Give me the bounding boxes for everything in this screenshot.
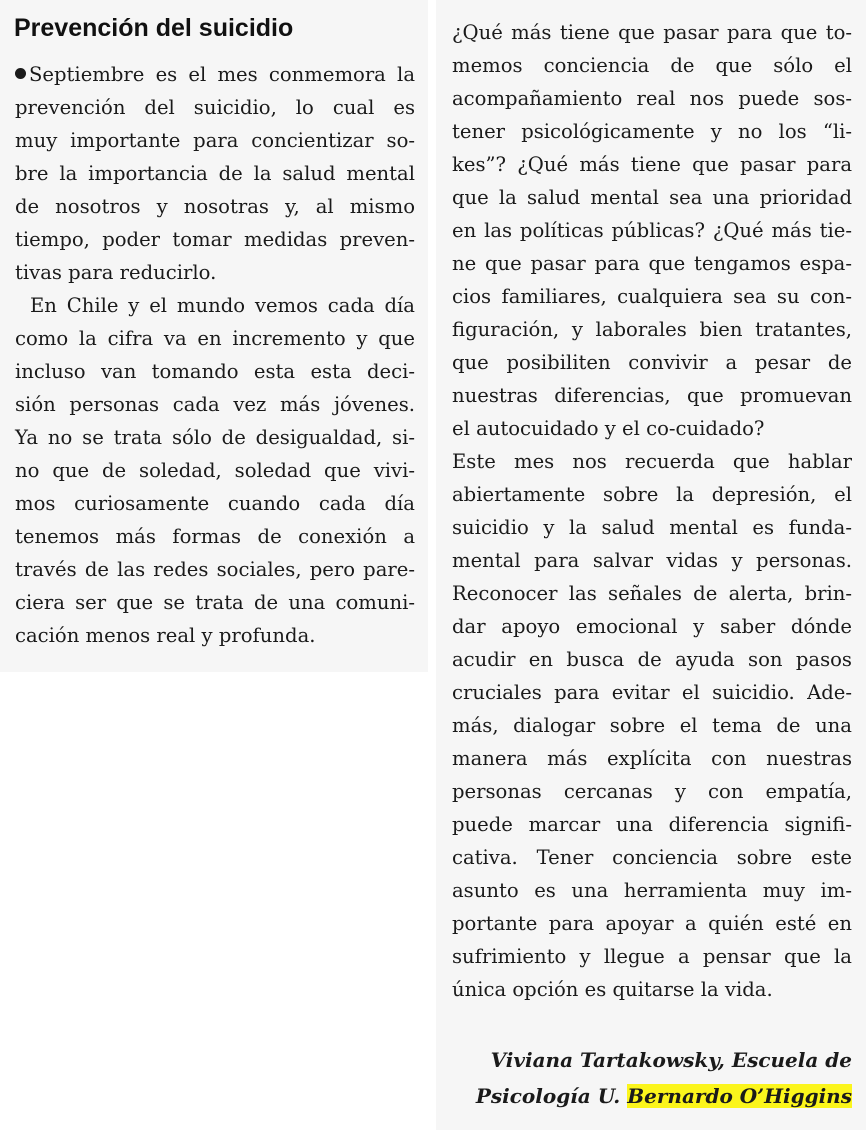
body-line: más, dialogar sobre el tema de una <box>452 714 852 737</box>
highlighted-institution-name: Bernardo O’Higgins <box>627 1084 852 1108</box>
body-line: tivas para reducirlo. <box>15 261 217 284</box>
body-line: bre la importancia de la salud mental <box>15 162 415 185</box>
body-line: Septiembre es el mes conmemora la <box>15 58 415 91</box>
body-line: manera más explícita con nuestras <box>452 747 852 770</box>
body-line: no que de soledad, soledad que vivi- <box>15 459 415 482</box>
body-line: asunto es una herramienta muy im- <box>452 879 852 902</box>
body-line: acompañamiento real nos puede sos- <box>452 87 852 110</box>
body-line: única opción es quitarse la vida. <box>452 978 773 1001</box>
body-line: muy importante para concientizar so- <box>15 129 415 152</box>
body-line: cativa. Tener conciencia sobre este <box>452 846 852 869</box>
body-line: nuestras diferencias, que promuevan <box>452 384 852 407</box>
body-line: dar apoyo emocional y saber dónde <box>452 615 852 638</box>
body-line: incluso van tomando esta esta deci- <box>15 360 415 383</box>
body-line: sufrimiento y llegue a pensar que la <box>452 945 852 968</box>
body-line: kes”? ¿Qué más tiene que pasar para <box>452 153 852 176</box>
bullet-icon <box>15 68 26 79</box>
body-line: través de las redes sociales, pero pare- <box>15 558 415 581</box>
body-line: el autocuidado y el co-cuidado? <box>452 417 765 440</box>
body-line: suicidio y la salud mental es funda- <box>452 516 852 539</box>
body-line: ¿Qué más tiene que pasar para que to- <box>452 21 852 44</box>
body-line: memos conciencia de que sólo el <box>452 54 852 77</box>
body-line: ciera ser que se trata de una comuni- <box>15 591 415 614</box>
body-line: cios familiares, cualquiera sea su con- <box>452 285 852 308</box>
body-line: prevención del suicidio, lo cual es <box>15 96 415 119</box>
signature-institution-prefix: Psicología U. <box>475 1084 621 1108</box>
body-line: portante para apoyar a quién esté en <box>452 912 852 935</box>
body-line: cruciales para evitar el suicidio. Ade- <box>452 681 852 704</box>
body-line: cación menos real y profunda. <box>15 624 316 647</box>
body-line: ne que pasar para que tengamos espa- <box>452 252 852 275</box>
body-line: que posibiliten convivir a pesar de <box>452 351 852 374</box>
body-line: acudir en busca de ayuda son pasos <box>452 648 852 671</box>
body-line: Reconocer las señales de alerta, brin- <box>452 582 852 605</box>
body-line: en las políticas públicas? ¿Qué más tie- <box>452 219 852 242</box>
body-line: figuración, y laborales bien tratantes, <box>452 318 852 341</box>
body-line: personas cercanas y con empatía, <box>452 780 852 803</box>
body-line: tiempo, poder tomar medidas preven- <box>15 228 415 251</box>
body-line: que la salud mental sea una prioridad <box>452 186 852 209</box>
body-line: como la cifra va en incremento y que <box>15 327 415 350</box>
body-line: tenemos más formas de conexión a <box>15 525 415 548</box>
body-line: mental para salvar vidas y personas. <box>452 549 852 572</box>
body-line: mos curiosamente cuando cada día <box>15 492 415 515</box>
body-line: Ya no se trata sólo de desigualdad, si- <box>15 426 415 449</box>
body-line: sión personas cada vez más jóvenes. <box>15 393 415 416</box>
body-line: de nosotros y nosotras y, al mismo <box>15 195 415 218</box>
body-line: tener psicológicamente y no los “li- <box>452 120 852 143</box>
body-line: abiertamente sobre la depresión, el <box>452 483 852 506</box>
article-title: Prevención del suicidio <box>14 14 294 42</box>
body-line: Este mes nos recuerda que hablar <box>452 450 852 473</box>
author-signature-line-1: Viviana Tartakowsky, Escuela de <box>490 1048 852 1072</box>
body-line: En Chile y el mundo vemos cada día <box>30 294 415 317</box>
body-line: puede marcar una diferencia signifi- <box>452 813 852 836</box>
author-signature-line-2 <box>472 1079 852 1113</box>
